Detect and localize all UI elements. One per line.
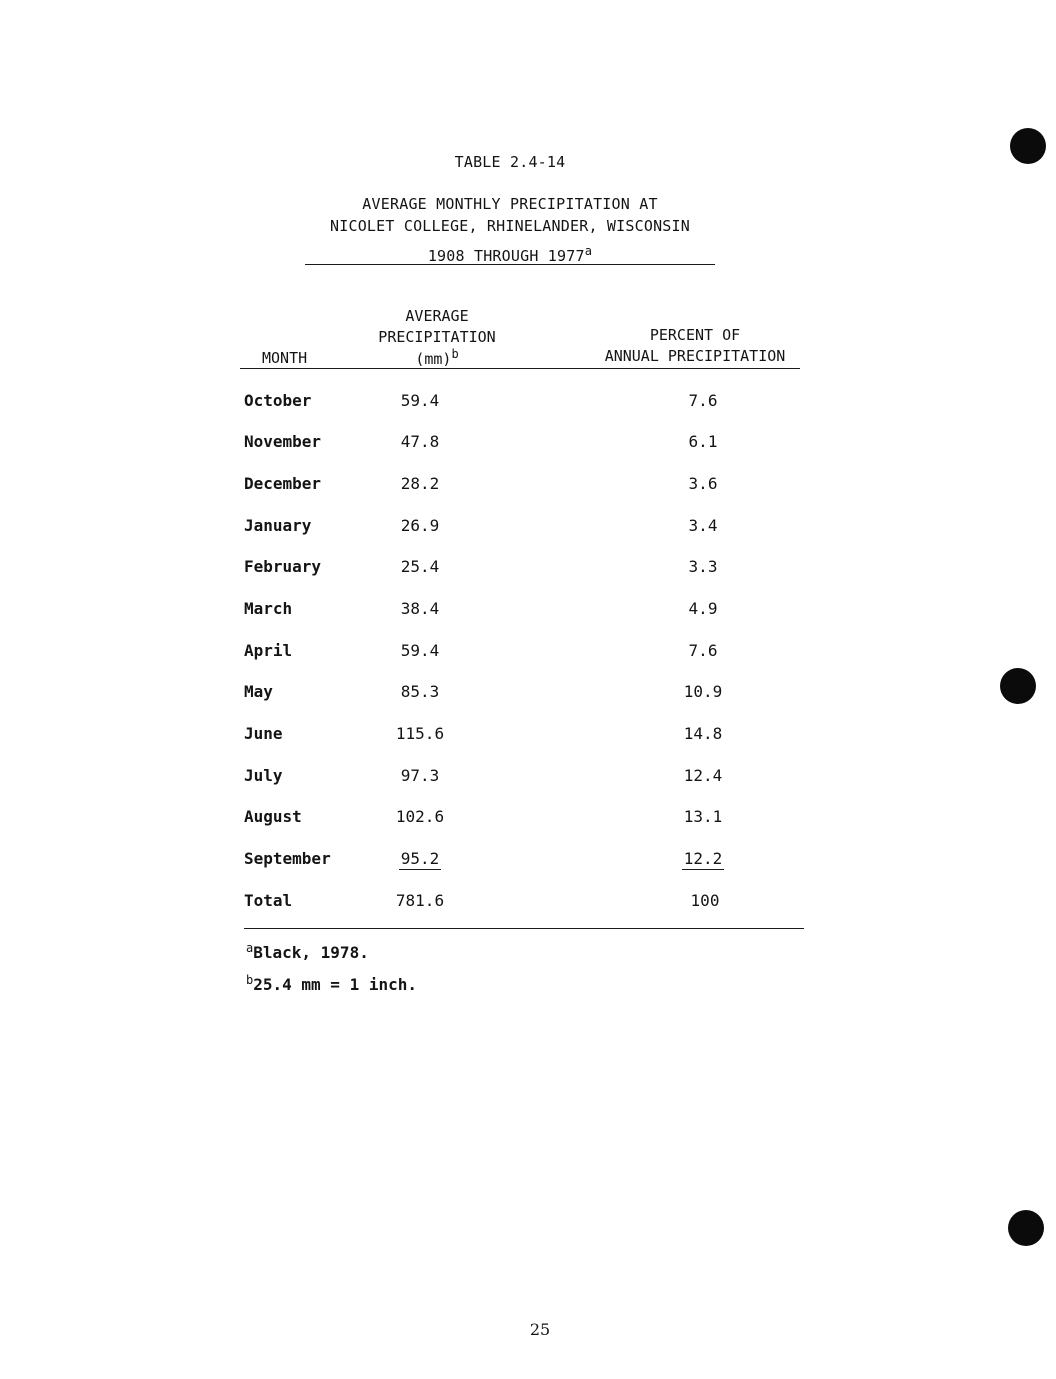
- table-row: [240, 391, 810, 413]
- cell-precip: 26.9: [400, 516, 440, 535]
- cell-precip: [385, 849, 455, 868]
- cell-precip: 97.3: [400, 766, 440, 785]
- header-underline: [240, 368, 800, 369]
- cell-precip: 59.4: [400, 641, 440, 660]
- table-bottom-rule: [244, 928, 804, 929]
- cell-month: February: [244, 557, 322, 576]
- cell-percent: 13.1: [683, 807, 723, 826]
- table-row: [240, 807, 810, 829]
- header-average-unit: (mm): [415, 350, 452, 368]
- table-row: [240, 724, 810, 746]
- table-row: [240, 599, 810, 621]
- cell-percent-value: 12.2: [683, 849, 723, 868]
- table-row: [240, 849, 810, 871]
- cell-total-label: Total: [244, 891, 293, 910]
- title-underline: [305, 264, 715, 265]
- table-title-date-range: 1908 THROUGH 1977: [427, 247, 585, 265]
- cell-percent: 7.6: [688, 641, 718, 660]
- cell-precip: 38.4: [400, 599, 440, 618]
- cell-precip-value: 95.2: [400, 849, 440, 868]
- title-footnote-mark: a: [584, 244, 593, 258]
- header-percent-line-1: PERCENT OF: [649, 326, 741, 344]
- header-month: MONTH: [262, 349, 308, 367]
- cell-precip: 28.2: [400, 474, 440, 493]
- cell-month: June: [244, 724, 283, 743]
- table-row: [240, 474, 810, 496]
- header-percent-line-2: ANNUAL PRECIPITATION: [604, 347, 786, 365]
- cell-precip: 85.3: [400, 682, 440, 701]
- table-title-line-1: AVERAGE MONTHLY PRECIPITATION AT: [362, 195, 658, 213]
- cell-precip: 25.4: [400, 557, 440, 576]
- cell-month: November: [244, 432, 322, 451]
- footnote-b: [246, 973, 417, 994]
- cell-month: April: [244, 641, 293, 660]
- cell-month: January: [244, 516, 312, 535]
- cell-month: July: [244, 766, 283, 785]
- cell-percent: 12.4: [683, 766, 723, 785]
- cell-month: May: [244, 682, 273, 701]
- footnote-a: [246, 941, 369, 962]
- footnote-a-mark: a: [246, 941, 254, 955]
- cell-percent: 4.9: [688, 599, 718, 618]
- header-average-line-1: AVERAGE: [405, 307, 469, 325]
- table-row: [240, 766, 810, 788]
- cell-percent: 10.9: [683, 682, 723, 701]
- table-row: [240, 432, 810, 454]
- cell-percent: 3.6: [688, 474, 718, 493]
- cell-precip: 59.4: [400, 391, 440, 410]
- punch-hole-middle: [1000, 668, 1036, 704]
- table-row: [240, 641, 810, 663]
- punch-hole-top: [1010, 128, 1046, 164]
- cell-percent: 3.4: [688, 516, 718, 535]
- table-row: [240, 557, 810, 579]
- header-average-line-2: PRECIPITATION: [378, 328, 496, 346]
- table-title-line-3: [300, 244, 720, 265]
- cell-month: August: [244, 807, 302, 826]
- cell-total-percent: 100: [690, 891, 720, 910]
- cell-percent: 3.3: [688, 557, 718, 576]
- footnote-b-text: 25.4 mm = 1 inch.: [253, 975, 417, 994]
- footnote-b-mark: b: [246, 973, 254, 987]
- punch-hole-bottom: [1008, 1210, 1044, 1246]
- cell-percent: 6.1: [688, 432, 718, 451]
- table-title-line-2: NICOLET COLLEGE, RHINELANDER, WISCONSIN: [330, 217, 690, 235]
- cell-percent: 14.8: [683, 724, 723, 743]
- footnote-a-text: Black, 1978.: [253, 943, 369, 962]
- cell-percent: [658, 849, 748, 868]
- header-average-line-3: [367, 347, 507, 368]
- table-row: [240, 682, 810, 704]
- header-average-footnote-mark: b: [451, 347, 459, 361]
- cell-month: March: [244, 599, 293, 618]
- table-number: TABLE 2.4-14: [454, 153, 566, 171]
- cell-precip: 102.6: [395, 807, 445, 826]
- cell-month: September: [244, 849, 331, 868]
- table-row: [240, 516, 810, 538]
- cell-precip: 115.6: [395, 724, 445, 743]
- cell-percent: 7.6: [688, 391, 718, 410]
- cell-month: October: [244, 391, 312, 410]
- page-number: 25: [529, 1320, 551, 1339]
- cell-total-precip: 781.6: [395, 891, 445, 910]
- table-total-row: [240, 891, 810, 913]
- cell-month: December: [244, 474, 322, 493]
- cell-precip: 47.8: [400, 432, 440, 451]
